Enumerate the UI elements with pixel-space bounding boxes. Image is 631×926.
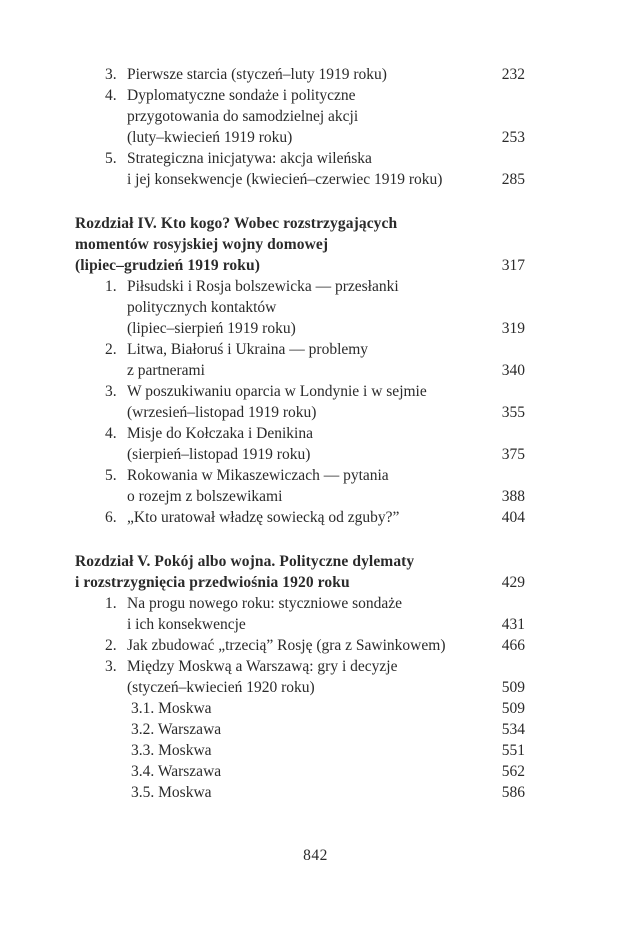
toc-entry-line <box>75 423 525 444</box>
page-number: 842 <box>303 847 328 864</box>
entry-number: 3. <box>105 658 117 675</box>
page-ref: 509 <box>501 679 525 696</box>
toc-entry-line <box>75 656 525 677</box>
chapter-heading-line <box>75 255 525 276</box>
entry-number: 3. <box>105 383 117 400</box>
entry-title: z partnerami <box>127 362 205 379</box>
entry-number: 5. <box>105 150 117 167</box>
page-ref: 404 <box>501 509 525 526</box>
chapter-title: i rozstrzygnięcia przedwiośnia 1920 roku <box>75 574 350 591</box>
toc-entry-line <box>75 360 525 381</box>
page-ref: 551 <box>501 742 525 759</box>
page-ref: 355 <box>501 404 525 421</box>
toc-entry-line <box>75 106 525 127</box>
page-ref: 253 <box>501 129 525 146</box>
chapter-title: (lipiec–grudzień 1919 roku) <box>75 257 260 274</box>
toc-entry-line <box>75 127 525 148</box>
toc-entry-line <box>75 381 525 402</box>
subsection-title: 3.3. Moskwa <box>131 742 212 759</box>
page-ref: 534 <box>501 721 525 738</box>
chapter-title: momentów rosyjskiej wojny domowej <box>75 236 329 253</box>
entry-title: Jak zbudować „trzecią” Rosję (gra z Sawinkowem) <box>127 637 446 654</box>
toc-entry-line <box>75 444 525 465</box>
chapter-heading-line <box>75 551 525 572</box>
toc-entry-line <box>75 402 525 423</box>
page-ref: 429 <box>501 574 525 591</box>
chapter-title: Rozdział IV. Kto kogo? Wobec rozstrzygających <box>75 215 398 232</box>
page-ref: 232 <box>501 66 525 83</box>
page-ref: 340 <box>501 362 525 379</box>
subsection-line <box>75 761 525 782</box>
toc-entry-line <box>75 169 525 190</box>
entry-title: Misje do Kołczaka i Denikina <box>127 425 313 442</box>
subsection-line <box>75 740 525 761</box>
toc-entry-line <box>75 486 525 507</box>
toc-entry-line <box>75 318 525 339</box>
page-ref: 319 <box>501 320 525 337</box>
chapter-title: Rozdział V. Pokój albo wojna. Polityczne dylematy <box>75 553 415 570</box>
page-ref: 285 <box>501 171 525 188</box>
subsection-line <box>75 719 525 740</box>
page-ref: 586 <box>501 784 525 801</box>
table-of-contents <box>75 64 525 803</box>
toc-entry-line <box>75 85 525 106</box>
entry-title: Na progu nowego roku: styczniowe sondaże <box>127 595 403 612</box>
entry-title: (wrzesień–listopad 1919 roku) <box>127 404 317 421</box>
toc-entry-line <box>75 465 525 486</box>
entry-title: politycznych kontaktów <box>127 299 277 316</box>
section-spacer <box>75 528 525 551</box>
toc-entry-line <box>75 276 525 297</box>
page-ref: 375 <box>501 446 525 463</box>
entry-title: „Kto uratował władzę sowiecką od zguby?” <box>127 509 400 526</box>
entry-title: o rozejm z bolszewikami <box>127 488 283 505</box>
subsection-title: 3.1. Moskwa <box>131 700 212 717</box>
toc-entry-line <box>75 507 525 528</box>
entry-title: (lipiec–sierpień 1919 roku) <box>127 320 296 337</box>
entry-number: 3. <box>105 66 117 83</box>
entry-title: Strategiczna inicjatywa: akcja wileńska <box>127 150 372 167</box>
toc-entry-line <box>75 614 525 635</box>
subsection-line <box>75 782 525 803</box>
entry-title: Pierwsze starcia (styczeń–luty 1919 roku) <box>127 66 387 83</box>
entry-number: 4. <box>105 87 117 104</box>
entry-number: 5. <box>105 467 117 484</box>
entry-number: 2. <box>105 341 117 358</box>
subsection-title: 3.5. Moskwa <box>131 784 212 801</box>
entry-title: Rokowania w Mikaszewiczach — pytania <box>127 467 389 484</box>
toc-entry-line <box>75 677 525 698</box>
entry-number: 1. <box>105 595 117 612</box>
toc-entry-line <box>75 339 525 360</box>
entry-title: i ich konsekwencje <box>127 616 246 633</box>
page-ref: 431 <box>501 616 525 633</box>
page-ref: 562 <box>501 763 525 780</box>
entry-title: (luty–kwiecień 1919 roku) <box>127 129 293 146</box>
entry-title: (styczeń–kwiecień 1920 roku) <box>127 679 315 696</box>
entry-title: Litwa, Białoruś i Ukraina — problemy <box>127 341 369 358</box>
toc-entry-line <box>75 635 525 656</box>
entry-title: W poszukiwaniu oparcia w Londynie i w sejmie <box>127 383 427 400</box>
entry-number: 4. <box>105 425 117 442</box>
subsection-line <box>75 698 525 719</box>
page-ref: 388 <box>501 488 525 505</box>
section-spacer <box>75 190 525 213</box>
entry-title: Piłsudski i Rosja bolszewicka — przesłanki <box>127 278 399 295</box>
toc-entry-line <box>75 64 525 85</box>
subsection-title: 3.2. Warszawa <box>131 721 222 738</box>
chapter-heading-line <box>75 572 525 593</box>
page-ref: 317 <box>501 257 525 274</box>
entry-title: Między Moskwą a Warszawą: gry i decyzje <box>127 658 398 675</box>
entry-number: 2. <box>105 637 117 654</box>
entry-title: (sierpień–listopad 1919 roku) <box>127 446 311 463</box>
toc-entry-line <box>75 148 525 169</box>
entry-title: przygotowania do samodzielnej akcji <box>127 108 359 125</box>
toc-entry-line <box>75 297 525 318</box>
entry-title: i jej konsekwencje (kwiecień–czerwiec 1919 roku) <box>127 171 443 188</box>
toc-entry-line <box>75 593 525 614</box>
entry-number: 6. <box>105 509 117 526</box>
entry-number: 1. <box>105 278 117 295</box>
chapter-heading-line <box>75 234 525 255</box>
page-ref: 466 <box>501 637 525 654</box>
entry-title: Dyplomatyczne sondaże i polityczne <box>127 87 356 104</box>
chapter-heading-line <box>75 213 525 234</box>
subsection-title: 3.4. Warszawa <box>131 763 222 780</box>
page-ref: 509 <box>501 700 525 717</box>
